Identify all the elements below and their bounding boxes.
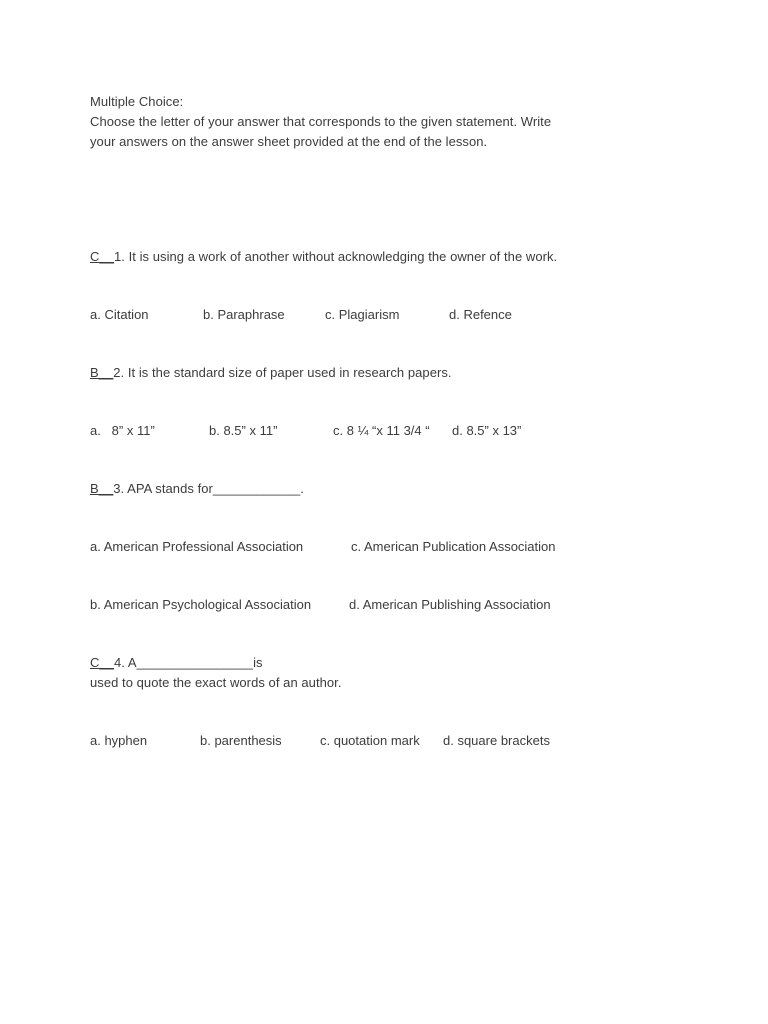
question-2 [90,363,452,383]
question-1-option-b: b. Paraphrase [203,307,285,322]
question-3-option-d: d. American Publishing Association [349,597,551,612]
question-3 [90,479,304,499]
question-4-option-a: a. hyphen [90,733,148,748]
question-4-option-c: c. quotation mark [320,733,420,748]
question-4-text: 4. A________________is [114,655,263,670]
question-2-answer: B__ [90,365,114,380]
question-1 [90,247,557,267]
question-1-option-a: a. Citation [90,307,149,322]
question-2-option-c: c. 8 ¼ “x 11 3/4 “ [333,423,430,438]
question-1-answer: C__ [90,249,114,264]
question-1-option-d: d. Refence [449,307,512,322]
question-3-option-c: c. American Publication Association [351,539,556,554]
question-2-option-b: b. 8.5” x 11” [209,423,278,438]
question-2-text: 2. It is the standard size of paper used in research papers. [113,365,452,380]
question-4-option-b: b. parenthesis [200,733,282,748]
question-3-answer: B__ [90,481,114,496]
question-3-option-a: a. American Professional Association [90,539,304,554]
question-3-option-b: b. American Psychological Association [90,597,312,612]
question-2-option-d: d. 8.5” x 13” [452,423,522,438]
question-4-answer: C__ [90,655,114,670]
question-2-option-a: a. 8” x 11” [90,423,155,438]
question-1-option-c: c. Plagiarism [325,307,400,322]
question-4 [90,653,263,673]
question-4-text-continued: used to quote the exact words of an author. [90,675,342,690]
instructions-heading: Multiple Choice: [90,94,184,109]
instructions-line-2: your answers on the answer sheet provided at the end of the lesson. [90,134,488,149]
instructions-line-1: Choose the letter of your answer that corresponds to the given statement. Write [90,114,552,129]
question-3-text: 3. APA stands for____________. [113,481,304,496]
question-1-text: 1. It is using a work of another without acknowledging the owner of the work. [114,249,558,264]
question-4-option-d: d. square brackets [443,733,550,748]
